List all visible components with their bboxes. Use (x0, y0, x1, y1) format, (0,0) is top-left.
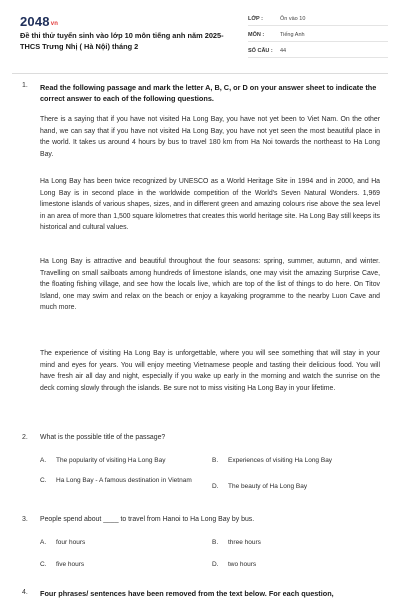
page-header (0, 0, 400, 66)
meta-key: SỐ CÂU : (248, 47, 273, 54)
option-text: Ha Long Bay - A famous destination in Vietnam (56, 477, 192, 484)
exam-meta (248, 12, 388, 60)
logo-text: 2048 (20, 14, 50, 29)
site-logo[interactable] (20, 14, 58, 29)
answer-option[interactable] (212, 560, 358, 570)
option-letter: A. (40, 457, 47, 464)
option-text: five hours (56, 561, 85, 568)
question-instruction: Read the following passage and mark the letter A, B, C, or D on your answer sheet to indicate the correct answer to each of the following questions. (40, 83, 377, 103)
answer-option[interactable] (40, 538, 186, 548)
meta-key: MÔN : (248, 31, 265, 38)
logo-suffix: vn (50, 21, 59, 27)
passage-paragraph: The experience of visiting Ha Long Bay is unforgettable, where you will see something that will stay in your mind and eyes for years. You will enjoy meeting Vietnamese people and tasting their delicious food. You will have fresh air all day and night, especially if you wake up early in the morning and watch the sunrise on the deck coming slowly through the islands. Be sure not to miss visiting Ha Long Bay in your lifetime. (40, 350, 380, 392)
question-number: 4. (22, 589, 28, 596)
meta-key: LỚP : (248, 15, 263, 22)
question-number: 1. (22, 82, 28, 89)
passage-paragraph: Ha Long Bay is attractive and beautiful throughout the four seasons: spring, summer, autumn, and winter. Travelling on small sailboats among hundreds of limestone islands, one may visit the amazing Surprise Cave, the floating fishing village, and see how the locals live, which are top of the list of things to do here. On Titov Island, one may swim and relax on the beach or enjoy a kayaking programme to the nearby Luon Cave and much more. (40, 258, 380, 312)
option-letter: C. (40, 561, 47, 568)
answer-option[interactable] (40, 560, 186, 570)
passage-paragraph: There is a saying that if you have not visited Ha Long Bay, you have not yet been to Viet Nam. On the other hand, we can say that if you have not visited Ha Long Bay, you have not yet seen the most beautiful place in the world. It takes us around 4 hours by bus to travel 180 km from Ha Noi towards the northeast to Ha Long Bay. (40, 116, 380, 158)
meta-value: 44 (280, 47, 287, 54)
answer-option[interactable] (212, 538, 358, 548)
option-text: two hours (228, 561, 257, 568)
option-letter: D. (212, 561, 219, 568)
question-text: People spend about ____ to travel from Hanoi to Ha Long Bay by bus. (40, 516, 255, 523)
meta-value: Tiếng Anh (280, 31, 305, 38)
option-text: three hours (228, 539, 261, 546)
question-instruction: Four phrases/ sentences have been removed from the text below. For each question, (40, 589, 334, 598)
option-text: The beauty of Ha Long Bay (228, 483, 308, 490)
answer-option[interactable] (212, 482, 383, 492)
option-letter: C. (40, 477, 47, 484)
header-divider (12, 73, 388, 74)
option-letter: B. (212, 539, 219, 546)
option-letter: D. (212, 483, 219, 490)
meta-row-count (248, 44, 388, 58)
question-number: 3. (22, 516, 28, 523)
option-text: Experiences of visiting Ha Long Bay (228, 457, 333, 464)
exam-title: Đề thi thử tuyển sinh vào lớp 10 môn tiếng anh năm 2025-THCS Trưng Nhị ( Hà Nội) tháng 2 (20, 31, 224, 51)
answer-option[interactable] (40, 456, 206, 466)
meta-row-class (248, 12, 388, 26)
passage-paragraph: Ha Long Bay has been twice recognized by UNESCO as a World Heritage Site in 1994 and in 2000, and Ha Long Bay is in second place in the worldwide competition of the World's Seven Natural Wonders. 1,969 limestone islands of various shapes, sizes, and in different green and amazing colours rise above the sea level in an area of more than 1,500 square kilometres that creates this world heritage site. Ha Long Bay still keeps its historical and cultural values. (40, 178, 380, 232)
option-text: The popularity of visiting Ha Long Bay (56, 457, 166, 464)
meta-value: Ôn vào 10 (280, 15, 306, 22)
answer-option[interactable] (212, 456, 383, 466)
option-letter: A. (40, 539, 47, 546)
meta-row-subject (248, 28, 388, 42)
answer-option[interactable] (40, 476, 192, 486)
option-text: four hours (56, 539, 86, 546)
option-letter: B. (212, 457, 219, 464)
question-number: 2. (22, 434, 28, 441)
question-text: What is the possible title of the passage? (40, 434, 166, 441)
